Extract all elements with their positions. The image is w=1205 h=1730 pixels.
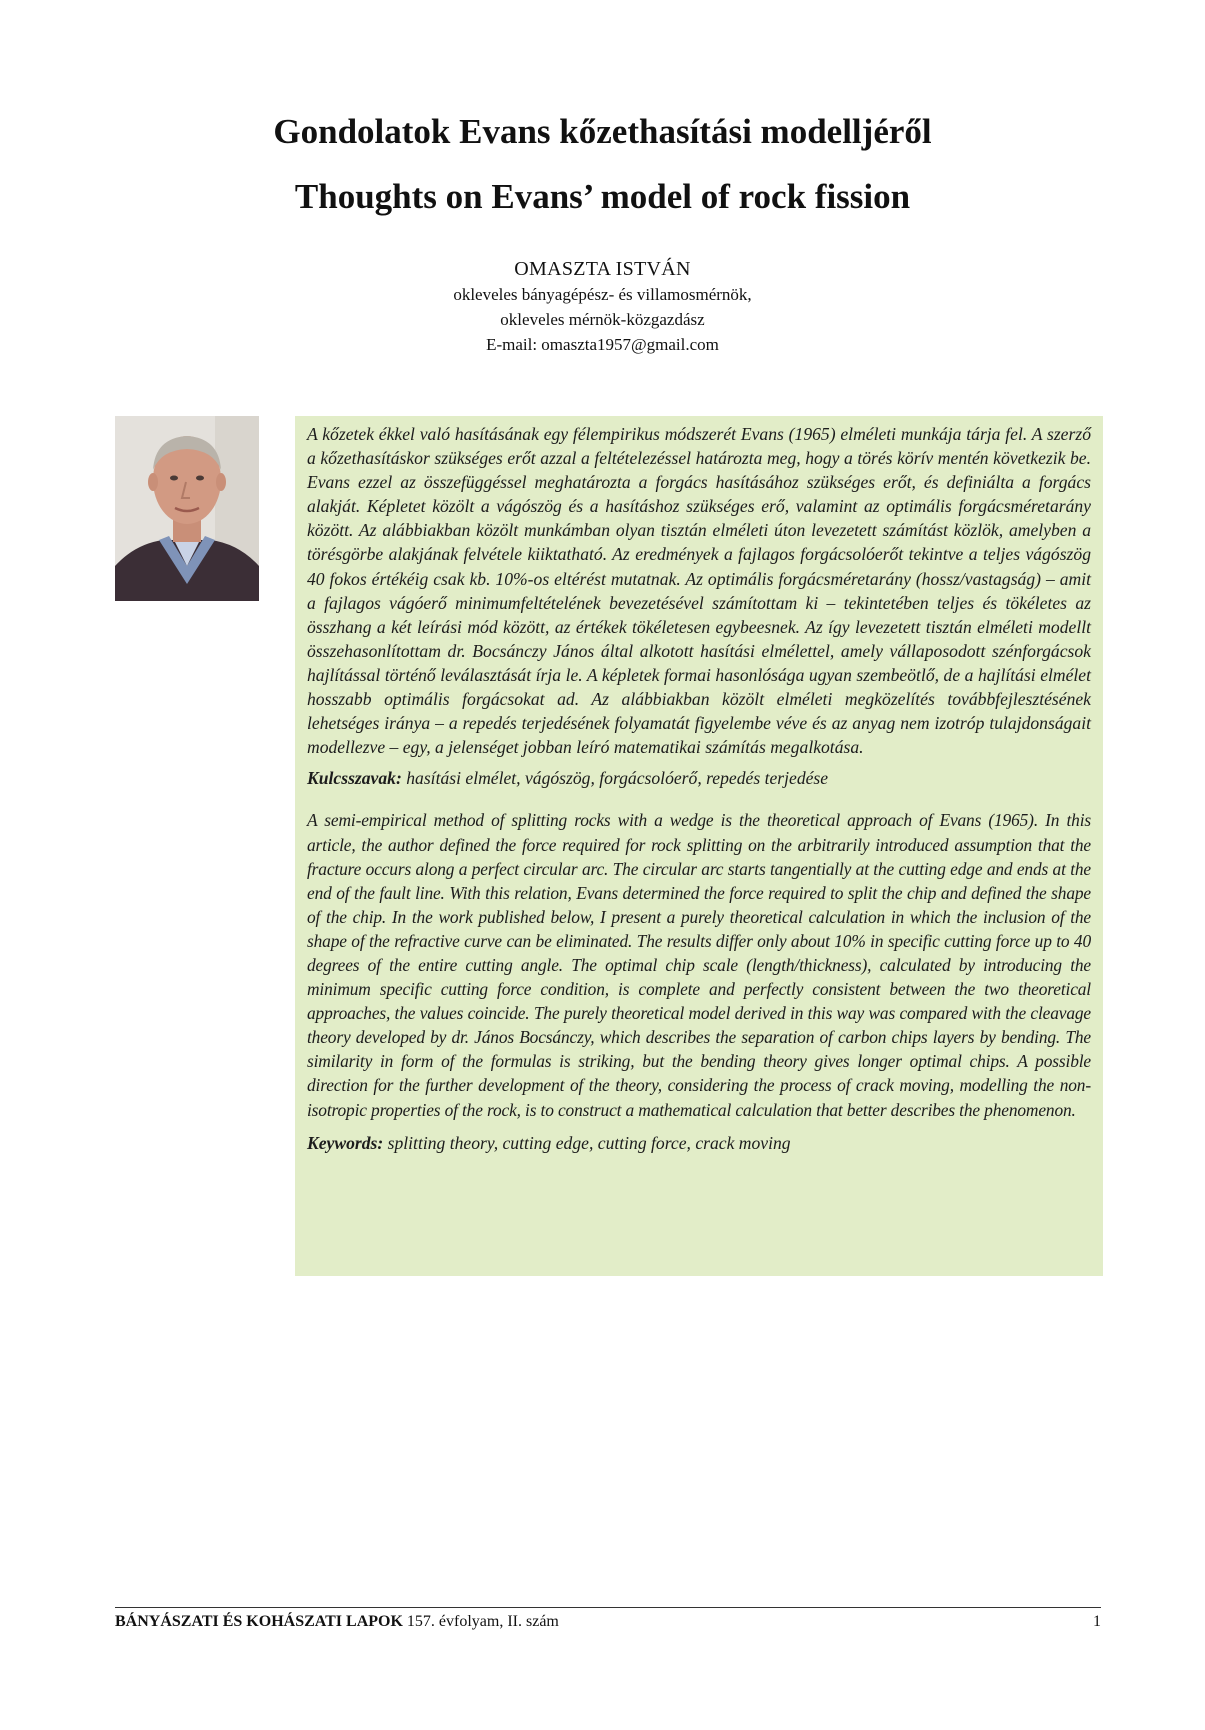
keywords-hungarian-text: hasítási elmélet, vágószög, forgácsolóerő, repedés terjedése	[406, 768, 829, 789]
title-hungarian: Gondolatok Evans kőzethasítási modelljéről	[273, 112, 932, 151]
footer-page-number: 1	[1093, 1613, 1101, 1630]
abstract-hungarian: A kőzetek ékkel való hasításának egy félempirikus módszerét Evans (1965) elméleti munkája tárja fel. A szerző a kőzethasításkor szükséges erőt azzal a feltételezéssel határozta meg, hogy a törés körív mentén következik be. Evans ezzel az összefüggéssel meghatározta a forgács hasításához szükséges erőt, és definiálta a forgács alakját. Képletet közölt a vágószög és a hasításhoz szükséges erő, valamint az optimális forgácsméretarány között. Az alábbiakban közölt munkámban olyan tisztán elméleti úton levezetett számítást közlök, amelyben a törésgörbe alakjának felvétele kiiktatható. Az eredmények a fajlagos forgácsolóerőt tekintve a teljes vágószög 40 fokos értékéig csak kb. 10%-os eltérést mutatnak. Az optimális forgácsméretarány (hossz/vastagság) – amit a fajlagos vágóerő minimumfeltételének bevezetésével számítottam ki – tekintetében teljes és tökéletes az összhang a két leírási mód között, az értékek tökéletesen egybeesnek. Az így levezetett tisztán elméleti modellt összehasonlítottam dr. Bocsánczy János által alkotott hasítási elmélettel, amely vállaposodott szénforgácsok hajlítással történő leválasztását írja le. A képletek formai hasonlósága ugyan szembeötlő, de a hajlítási elmélet hosszabb optimális forgácsokat ad. Az alábbiakban közölt elméleti megközelítés továbbfejlesztésének lehetséges iránya – a repedés terjedésének folyamatát figyelembe véve és az anyag nem izotróp tulajdonságait modellezve – egy, a jelenséget jobban leíró matematikai számítás megalkotása.	[307, 424, 1091, 758]
author-block	[0, 256, 1205, 357]
keywords-english-label: Keywords:	[307, 1132, 384, 1153]
footer-divider	[115, 1607, 1101, 1608]
keywords-english	[307, 1131, 1091, 1155]
author-portrait-image	[115, 416, 259, 601]
title-english: Thoughts on Evans’ model of rock fission	[294, 177, 911, 216]
footer-issue: 157. évfolyam, II. szám	[406, 1613, 559, 1630]
author-degree-1: okleveles bányagépész- és villamosmérnök,	[453, 285, 752, 304]
author-degree-2: okleveles mérnök-közgazdász	[500, 310, 705, 329]
footer-journal-name: BÁNYÁSZATI ÉS KOHÁSZATI LAPOK	[115, 1613, 403, 1630]
abstract-box	[295, 416, 1103, 1276]
author-email: E-mail: omaszta1957@gmail.com	[486, 335, 719, 354]
author-name: OMASZTA ISTVÁN	[514, 258, 691, 280]
author-portrait	[115, 416, 259, 601]
keywords-english-text: splitting theory, cutting edge, cutting force, crack moving	[387, 1132, 791, 1153]
keywords-hungarian	[307, 766, 1091, 790]
abstract-english: A semi-empirical method of splitting rocks with a wedge is the theoretical approach of Evans (1965). In this article, the author defined the force required for rock splitting on the arbitrarily introduced assumption that the fracture occurs along a perfect circular arc. The circular arc starts tangentially at the cutting edge and ends at the end of the fault line. With this relation, Evans determined the force required to split the chip and defined the shape of the chip. In the work published below, I present a purely theoretical calculation in which the inclusion of the shape of the refractive curve can be eliminated. The results differ only about 10% in specific cutting force up to 40 degrees of the entire cutting angle. The optimal chip scale (length/thickness), calculated by introducing the minimum specific cutting force condition, is complete and perfectly consistent between the two theoretical approaches, the values coincide. The purely theoretical model derived in this way was compared with the cleavage theory developed by dr. János Bocsánczy, which describes the separation of carbon chips layers by bending. The similarity in form of the formulas is striking, but the bending theory gives longer optimal chips. A possible direction for the further development of the theory, considering the process of crack moving, modelling the non-isotropic properties of the rock, is to construct a mathematical calculation that better describes the phenomenon.	[307, 810, 1091, 1120]
page-footer	[115, 1611, 1101, 1633]
keywords-hungarian-label: Kulcsszavak:	[307, 768, 402, 789]
